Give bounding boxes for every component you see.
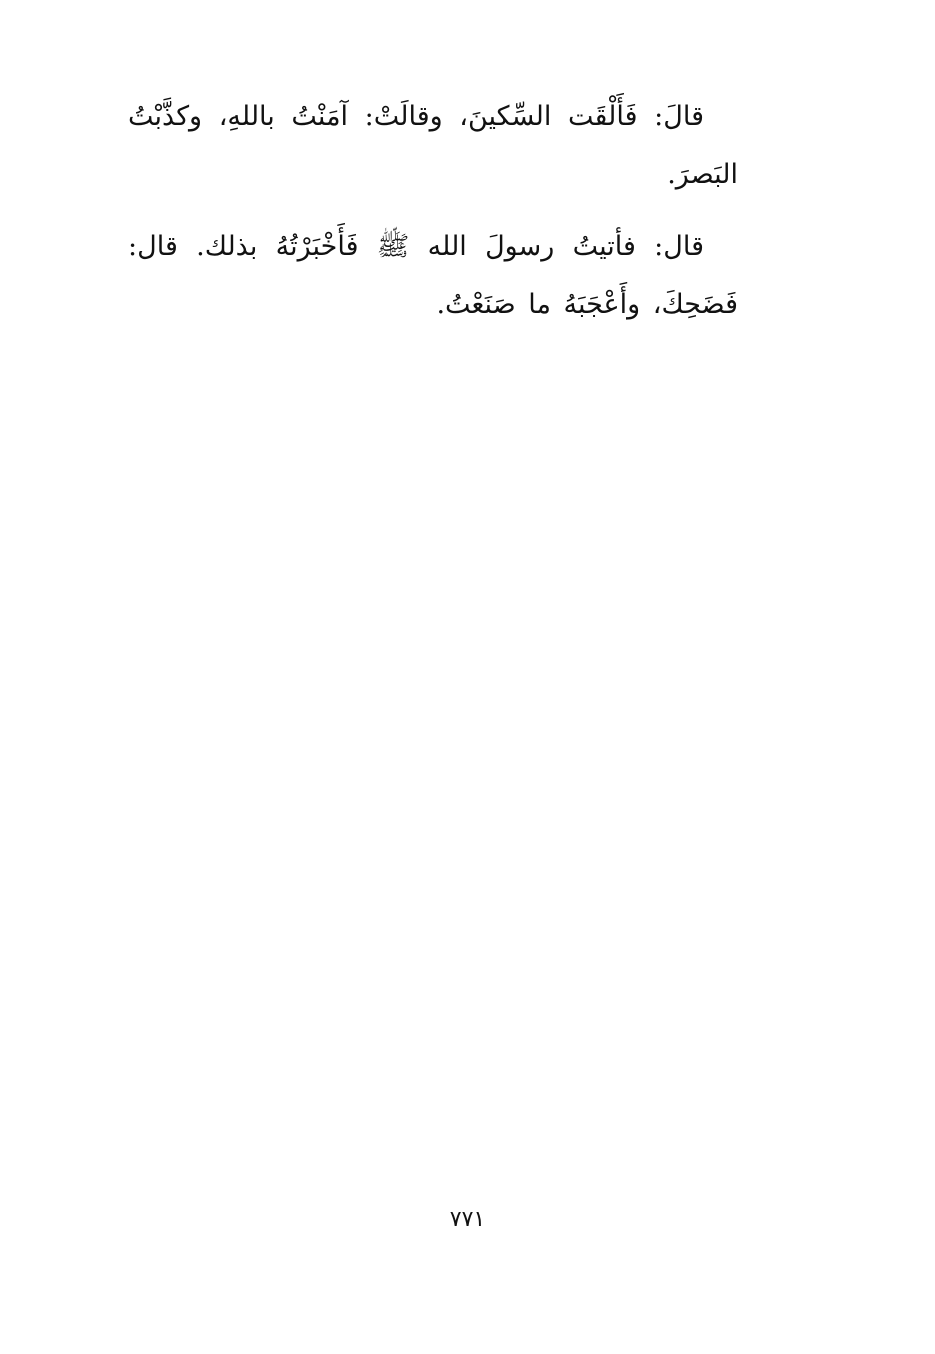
paragraph-1: قالَ: فَأَلْقَت السِّكينَ، وقالَتْ: آمَنْتُ باللهِ، وكذَّبْتُ البَصرَ. bbox=[128, 101, 738, 190]
paragraph-2: قال: فأتيتُ رسولَ الله ﷺ فَأَخْبَرْتُهُ بذلك. قال: فَضَحِكَ، وأَعْجَبَهُ ما صَنَعْتُ. bbox=[128, 231, 738, 320]
body-text bbox=[128, 88, 738, 348]
page-number: ٧٧١ bbox=[449, 1207, 486, 1232]
